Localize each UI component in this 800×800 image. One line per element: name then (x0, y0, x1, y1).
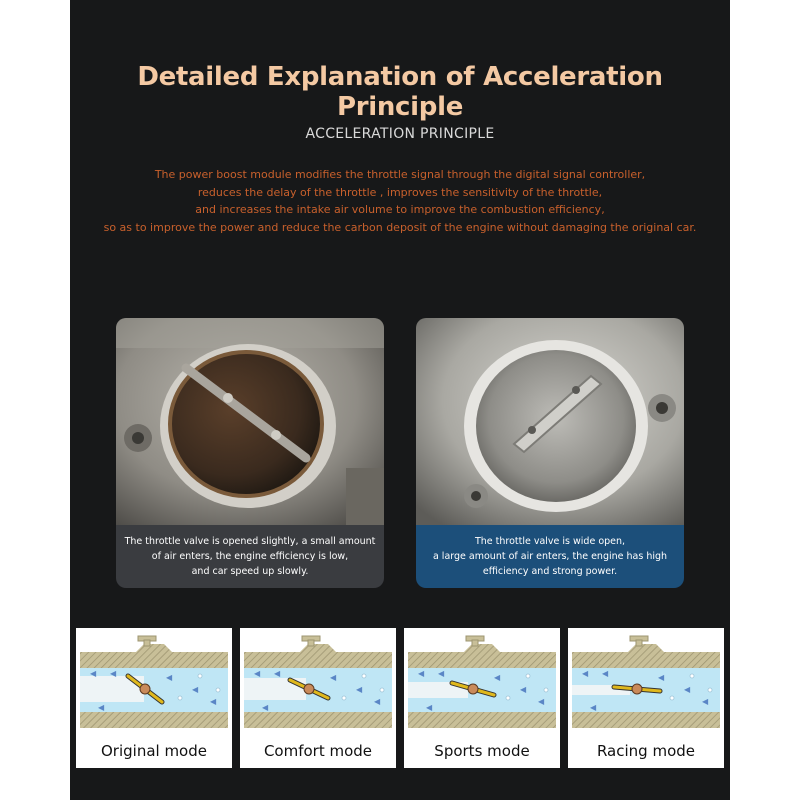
svg-text:◀: ◀ (192, 685, 199, 694)
mode-original (76, 628, 232, 768)
product-info-panel (70, 0, 730, 800)
caption-line: of air enters, the engine efficiency is low, (151, 551, 349, 562)
svg-text:◀: ◀ (98, 703, 105, 712)
svg-text:◀: ◀ (494, 673, 501, 682)
dirty-throttle-body-photo (116, 318, 384, 525)
svg-text:◀: ◀ (274, 669, 281, 678)
svg-text:◀: ◀ (254, 669, 261, 678)
throttle-card-slightly-open (116, 318, 384, 588)
throttle-diagram-icon (80, 632, 228, 732)
mode-comfort (240, 628, 396, 768)
svg-text:◀: ◀ (90, 669, 97, 678)
svg-text:◀: ◀ (418, 669, 425, 678)
svg-text:◀: ◀ (110, 669, 117, 678)
description-line: and increases the intake air volume to improve the combustion efficiency, (195, 203, 605, 216)
svg-text:◀: ◀ (330, 673, 337, 682)
svg-text:◀: ◀ (658, 673, 665, 682)
caption-line: The throttle valve is wide open, (474, 536, 626, 547)
svg-text:◀: ◀ (374, 697, 381, 706)
svg-text:◀: ◀ (438, 669, 445, 678)
svg-text:◀: ◀ (590, 703, 597, 712)
throttle-diagram-icon (244, 632, 392, 732)
mode-label: Original mode (100, 742, 207, 760)
svg-text:◀: ◀ (426, 703, 433, 712)
svg-text:◀: ◀ (538, 697, 545, 706)
caption-line: and car speed up slowly. (191, 566, 309, 577)
svg-text:◀: ◀ (602, 669, 609, 678)
throttle-caption-slightly-open (116, 525, 384, 588)
throttle-caption-wide-open (416, 525, 684, 588)
mode-sports (404, 628, 560, 768)
description-line: The power boost module modifies the throttle signal through the digital signal controller, (154, 168, 646, 181)
svg-text:◀: ◀ (166, 673, 173, 682)
svg-text:◀: ◀ (702, 697, 709, 706)
svg-text:◀: ◀ (356, 685, 363, 694)
mode-label: Sports mode (434, 742, 530, 760)
throttle-diagram-icon (408, 632, 556, 732)
mode-label: Comfort mode (263, 742, 373, 760)
clean-throttle-body-photo (416, 318, 684, 525)
description-line: reduces the delay of the throttle , improves the sensitivity of the throttle, (197, 185, 603, 199)
svg-text:◀: ◀ (582, 669, 589, 678)
throttle-diagram-icon (572, 632, 720, 732)
svg-text:◀: ◀ (684, 685, 691, 694)
svg-text:◀: ◀ (262, 703, 269, 712)
mode-label: Racing mode (596, 742, 696, 760)
caption-line: efficiency and strong power. (482, 566, 618, 577)
svg-text:◀: ◀ (210, 697, 217, 706)
throttle-card-wide-open (416, 318, 684, 588)
caption-line: The throttle valve is opened slightly, a small amount (124, 536, 376, 547)
section-subtitle: ACCELERATION PRINCIPLE (305, 126, 495, 142)
caption-line: a large amount of air enters, the engine has high (432, 551, 668, 562)
page-title: Detailed Explanation of Acceleration Principle (137, 62, 663, 122)
description-line: so as to improve the power and reduce the carbon deposit of the engine without damaging the original car. (103, 220, 697, 234)
svg-text:◀: ◀ (520, 685, 527, 694)
mode-racing (568, 628, 724, 768)
principle-description (70, 166, 730, 236)
